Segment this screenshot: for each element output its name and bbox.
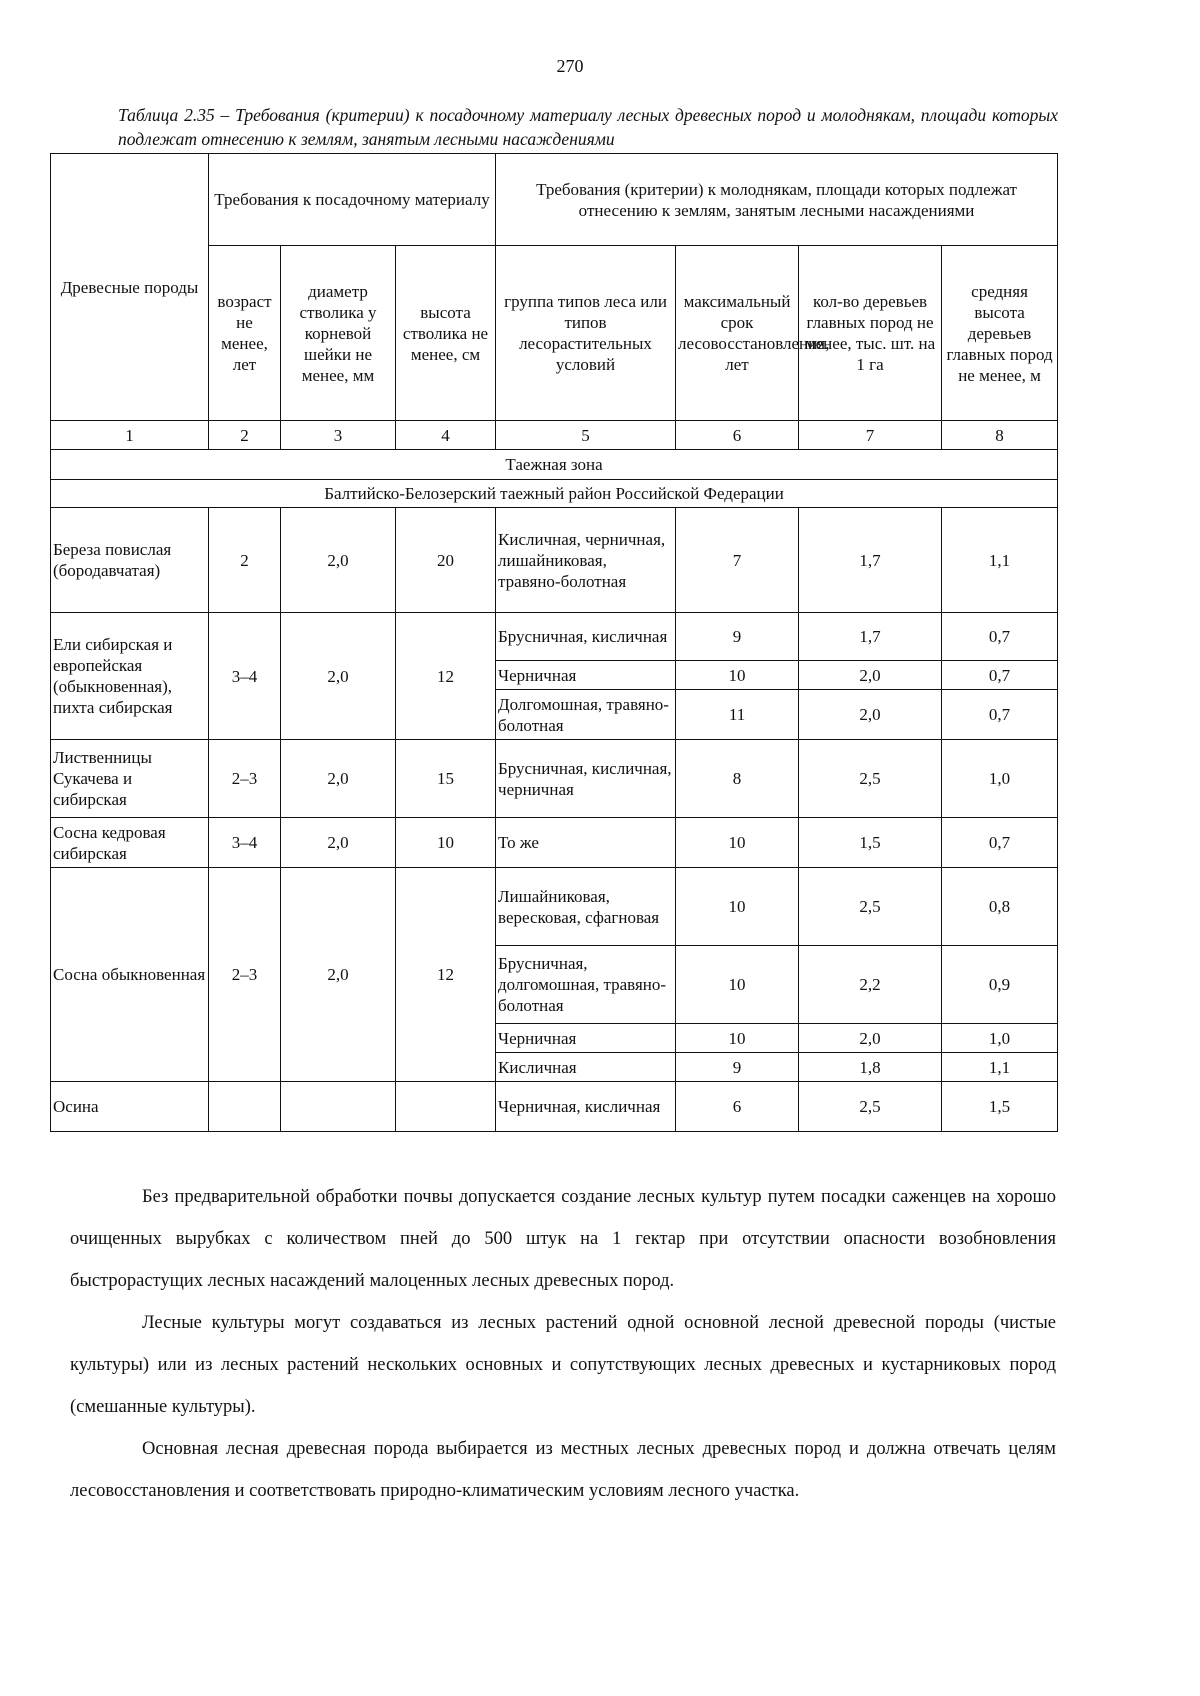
cell-max-term: 10 — [676, 868, 799, 946]
header-avg-height: средняя высота деревьев главных пород не менее, м — [942, 246, 1058, 421]
cell-species: Сосна кедровая сибирская — [51, 818, 209, 868]
cell-forest-type: Долгомошная, травяно-болотная — [496, 690, 676, 740]
cell-tree-count: 1,7 — [799, 613, 942, 661]
cell-avg-height: 1,1 — [942, 1053, 1058, 1082]
cell-forest-type: Брусничная, кисличная — [496, 613, 676, 661]
col-number: 6 — [676, 421, 799, 450]
cell-max-term: 7 — [676, 508, 799, 613]
table-row — [51, 740, 1058, 818]
table-row — [51, 868, 1058, 946]
cell-forest-type: Кисличная — [496, 1053, 676, 1082]
cell-height: 10 — [396, 818, 496, 868]
cell-height: 20 — [396, 508, 496, 613]
cell-max-term: 10 — [676, 661, 799, 690]
cell-tree-count: 2,0 — [799, 690, 942, 740]
cell-diameter: 2,0 — [281, 613, 396, 740]
cell-tree-count: 2,0 — [799, 661, 942, 690]
paragraph: Лесные культуры могут создаваться из лесных растений одной основной лесной древесной породы (чистые культуры) или из лесных растений нескольких основных и сопутствующих лесных древесных и кустарниковых пород (смешанные культуры). — [70, 1313, 1056, 1417]
cell-species: Береза повислая (бородавчатая) — [51, 508, 209, 613]
header-diameter: диаметр стволика у корневой шейки не менее, мм — [281, 246, 396, 421]
table-row — [51, 818, 1058, 868]
paragraph: Без предварительной обработки почвы допускается создание лесных культур путем посадки саженцев на хорошо очищенных вырубках с количеством пней до 500 штук на 1 гектар при отсутствии опасности возобновления быстрорастущих лесных насаждений малоценных лесных древесных пород. — [70, 1187, 1056, 1291]
cell-forest-type: То же — [496, 818, 676, 868]
table-row — [51, 508, 1058, 613]
cell-age: 2–3 — [209, 868, 281, 1082]
cell-max-term: 10 — [676, 946, 799, 1024]
page-number: 270 — [556, 56, 584, 76]
cell-tree-count: 2,2 — [799, 946, 942, 1024]
table-row — [51, 1082, 1058, 1132]
cell-age: 2 — [209, 508, 281, 613]
header-max-term: максимальный срок лесовосстановления, лет — [676, 246, 799, 421]
cell-avg-height: 1,0 — [942, 740, 1058, 818]
cell-diameter: 2,0 — [281, 818, 396, 868]
table-row — [51, 613, 1058, 661]
cell-tree-count: 2,5 — [799, 1082, 942, 1132]
header-tree-count: кол-во деревьев главных пород не менее, тыс. шт. на 1 га — [799, 246, 942, 421]
cell-max-term: 10 — [676, 818, 799, 868]
cell-height — [396, 1082, 496, 1132]
cell-forest-type: Лишайниковая, вересковая, сфагновая — [496, 868, 676, 946]
cell-tree-count: 1,5 — [799, 818, 942, 868]
col-number: 2 — [209, 421, 281, 450]
cell-species: Сосна обыкновенная — [51, 868, 209, 1082]
cell-max-term: 8 — [676, 740, 799, 818]
cell-avg-height: 0,7 — [942, 818, 1058, 868]
cell-height: 12 — [396, 868, 496, 1082]
cell-avg-height: 0,9 — [942, 946, 1058, 1024]
cell-age: 2–3 — [209, 740, 281, 818]
cell-species: Лиственницы Сукачева и сибирская — [51, 740, 209, 818]
cell-max-term: 10 — [676, 1024, 799, 1053]
column-numbers-row — [51, 421, 1058, 450]
header-age: возраст не менее, лет — [209, 246, 281, 421]
cell-tree-count: 1,8 — [799, 1053, 942, 1082]
col-number: 4 — [396, 421, 496, 450]
cell-avg-height: 0,7 — [942, 661, 1058, 690]
requirements-table — [50, 153, 1058, 1132]
cell-max-term: 11 — [676, 690, 799, 740]
cell-species: Осина — [51, 1082, 209, 1132]
cell-height: 15 — [396, 740, 496, 818]
cell-diameter: 2,0 — [281, 508, 396, 613]
cell-avg-height: 0,7 — [942, 613, 1058, 661]
body-text — [70, 1176, 1056, 1512]
cell-diameter — [281, 1082, 396, 1132]
col-number: 7 — [799, 421, 942, 450]
cell-height: 12 — [396, 613, 496, 740]
header-forest-type: группа типов леса или типов лесорастительных условий — [496, 246, 676, 421]
table-caption: Таблица 2.35 – Требования (критерии) к посадочному материалу лесных древесных пород и молоднякам, площади которых подлежат отнесению к землям, занятым лесными насаждениями — [118, 105, 1058, 149]
paragraph: Основная лесная древесная порода выбирается из местных лесных древесных пород и должна отвечать целям лесовосстановления и соответствовать природно-климатическим условиям лесного участка. — [70, 1439, 1056, 1501]
header-group-planting-material: Требования к посадочному материалу — [209, 154, 496, 246]
header-height: высота стволика не менее, см — [396, 246, 496, 421]
cell-avg-height: 0,8 — [942, 868, 1058, 946]
cell-tree-count: 1,7 — [799, 508, 942, 613]
cell-tree-count: 2,5 — [799, 868, 942, 946]
cell-tree-count: 2,5 — [799, 740, 942, 818]
cell-forest-type: Черничная — [496, 1024, 676, 1053]
cell-age: 3–4 — [209, 818, 281, 868]
col-number: 3 — [281, 421, 396, 450]
cell-forest-type: Брусничная, кисличная, черничная — [496, 740, 676, 818]
cell-species: Ели сибирская и европейская (обыкновенная), пихта сибирская — [51, 613, 209, 740]
col-number: 8 — [942, 421, 1058, 450]
cell-forest-type: Кисличная, черничная, лишайниковая, травяно-болотная — [496, 508, 676, 613]
header-species: Древесные породы — [51, 154, 209, 421]
header-group-young-stands: Требования (критерии) к молоднякам, площади которых подлежат отнесению к землям, занятым лесными насаждениями — [496, 154, 1058, 246]
col-number: 5 — [496, 421, 676, 450]
cell-avg-height: 1,1 — [942, 508, 1058, 613]
col-number: 1 — [51, 421, 209, 450]
cell-avg-height: 1,5 — [942, 1082, 1058, 1132]
cell-forest-type: Черничная, кисличная — [496, 1082, 676, 1132]
cell-forest-type: Черничная — [496, 661, 676, 690]
cell-age: 3–4 — [209, 613, 281, 740]
region-heading: Балтийско-Белозерский таежный район Российской Федерации — [51, 480, 1058, 508]
cell-forest-type: Брусничная, долгомошная, травяно-болотная — [496, 946, 676, 1024]
zone-heading: Таежная зона — [51, 450, 1058, 480]
cell-avg-height: 0,7 — [942, 690, 1058, 740]
cell-avg-height: 1,0 — [942, 1024, 1058, 1053]
cell-tree-count: 2,0 — [799, 1024, 942, 1053]
cell-max-term: 9 — [676, 1053, 799, 1082]
cell-age — [209, 1082, 281, 1132]
cell-max-term: 6 — [676, 1082, 799, 1132]
cell-max-term: 9 — [676, 613, 799, 661]
cell-diameter: 2,0 — [281, 740, 396, 818]
cell-diameter: 2,0 — [281, 868, 396, 1082]
